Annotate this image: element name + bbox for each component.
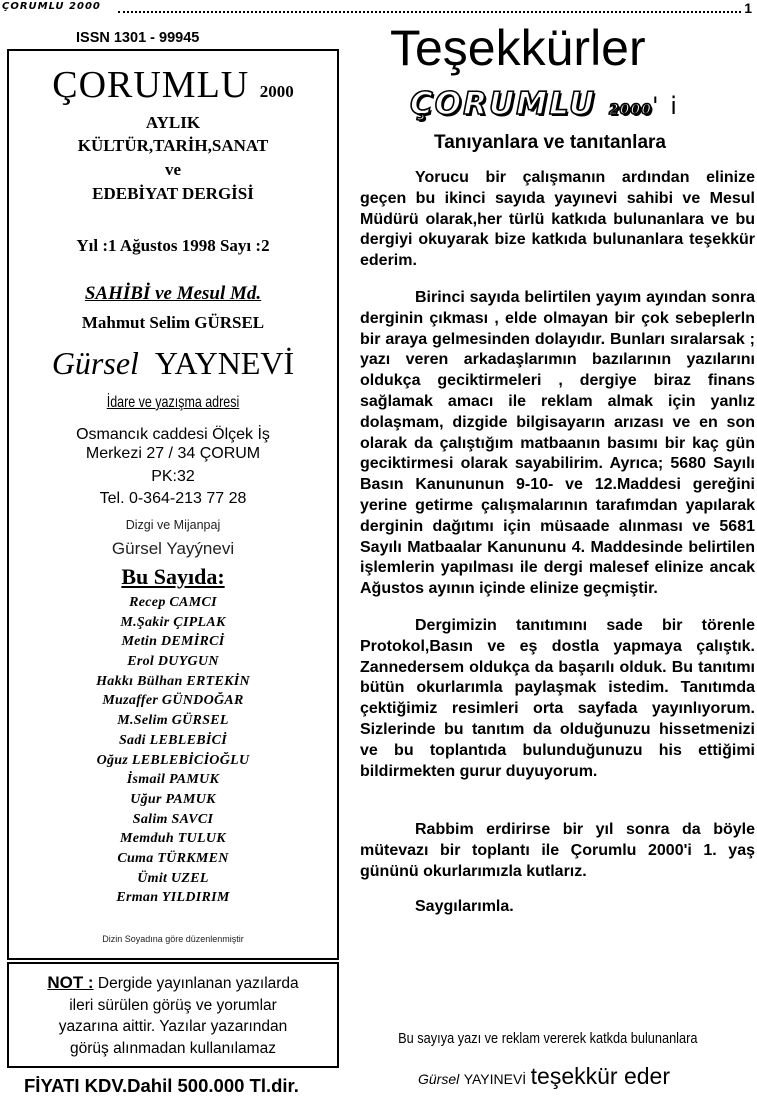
magazine-title-text: ÇORUMLU bbox=[52, 64, 250, 106]
address-line-1: Osmancık caddesi Ölçek İş bbox=[76, 426, 270, 443]
thanks-subtitle: Tanıyanlara ve tanıtanlara bbox=[434, 132, 666, 153]
credits-line-2 bbox=[418, 1063, 738, 1090]
disclaimer-line-3: yazarına aittir. Yazılar yazarından bbox=[58, 1018, 288, 1035]
article-greeting: Saygılarımla. bbox=[415, 897, 514, 915]
owner-name: Mahmut Selim GÜRSEL bbox=[81, 313, 265, 332]
issue-info: Yıl :1 Ağustos 1998 Sayı :2 bbox=[76, 236, 270, 255]
credits-thanks: teşekkür eder bbox=[530, 1063, 671, 1089]
disclaimer-line-1 bbox=[9, 972, 337, 995]
magazine-title-year: 2000 bbox=[259, 82, 294, 101]
contributor-item: Ümit UZEL bbox=[137, 870, 209, 886]
thanks-article bbox=[360, 168, 755, 918]
disclaimer-text-1: Dergide yayınlanan yazılarda bbox=[97, 975, 299, 992]
subtitle-line-4: EDEBİYAT DERGİSİ bbox=[92, 184, 254, 203]
contributor-item: M.Şakir ÇIPLAK bbox=[120, 614, 226, 630]
contributor-item: Uğur PAMUK bbox=[130, 791, 216, 807]
article-paragraph-3: Dergimizin tanıtımını sade bir törenle Protokol,Basın ve eş dostla yapmaya çalıştık. Zannedersem oldukça da başarılı olduk. Bu tanıtımı bütün okurlarımla paylaşmak istedim. Tanıtımda çektiğimiz resimleri orta sayfada yayınlıyorum. Sizlerinde bu tanıtım da olduğunuzu hissetmenizi ve bu toplantıda bulunduğunuzu his ettiğimi bildirmekten gurur duyuyorum. bbox=[360, 616, 755, 780]
article-paragraph-2: Birinci sayıda belirtilen yayım ayından sonra derginin çıkması , elde olmayan bir çok sebeplerln bir araya gelmesinden dolayıdır. Bunları sıralarsak ; yazı veren arkadaşlarımın bazılarının yazılarını oldukça geciktirmeleri , dergiye biraz finans sağlamak amacı ile reklam almak için yanlız dolaşmam, dizgide bilgisayarın arızası ve en son olarak da çalıştığım matbaanın basımı bir kaç gün geciktirmesi olarak sayabilirim. Ayrıca; 5680 Sayılı Basın Kanununun 9-10- ve 12.Maddesi gereğini yerine getirme çalışmalarının tarafımdan yapılarak derginin dağıtımı için müsaade alınması ve 5681 Sayılı Matbaalar Kanununu 4. Maddesinde belirtilen işlemlerin yapılması ile dergi malesef elinize ancak Ağustos ayının içinde elinize geçmiştir. bbox=[360, 288, 755, 598]
price-line: FİYATI KDV.Dahil 500.000 Tl.dir. bbox=[24, 1075, 299, 1096]
address-line-3: PK:32 bbox=[151, 468, 195, 485]
issn-number: ISSN 1301 - 99945 bbox=[76, 30, 200, 46]
typesetting-label: Dizgi ve Mijanpaj bbox=[125, 518, 221, 532]
contributor-item: Muzaffer GÜNDOĞAR bbox=[102, 693, 244, 709]
contributor-item: Hakkı Bülhan ERTEKİN bbox=[96, 673, 250, 689]
contributor-item: Sadi LEBLEBİCİ bbox=[118, 732, 228, 748]
disclaimer-line-4: görüş alınmadan kullanılamaz bbox=[70, 1039, 276, 1057]
thanks-brand-year: 2000 bbox=[609, 102, 652, 118]
subtitle-line-2: KÜLTÜR,TARİH,SANAT bbox=[77, 136, 269, 155]
subtitle-line-1: AYLIK bbox=[145, 113, 201, 132]
address-label-text: İdare ve yazışma adresi bbox=[106, 394, 240, 411]
thanks-brand bbox=[410, 84, 750, 130]
credits-publisher-b: YAYINEVİ bbox=[463, 1071, 527, 1087]
page-number: 1 bbox=[744, 0, 752, 16]
thanks-brand-text: ÇORUMLU bbox=[410, 86, 597, 122]
thanks-brand-suffix: ' i bbox=[652, 92, 679, 120]
disclaimer-label: NOT : bbox=[47, 973, 94, 992]
contributor-item: Oğuz LEBLEBİCİOĞLU bbox=[96, 752, 250, 768]
contributor-item: M.Selim GÜRSEL bbox=[117, 713, 229, 729]
article-paragraph-4: Rabbim erdirirse bir yıl sonra da böyle mütevazı bir toplantı ile Çorumlu 2000'i 1. yaş gününü okurlarımızla kutlarız. bbox=[360, 821, 755, 880]
contributor-item: İsmail PAMUK bbox=[126, 772, 220, 788]
header-dotted-rule bbox=[118, 11, 741, 13]
phone-number: Tel. 0-364-213 77 28 bbox=[99, 490, 247, 507]
address-label bbox=[45, 394, 301, 412]
contributor-item: Erman YILDIRIM bbox=[116, 890, 230, 906]
typesetting-name: Gürsel Yayýnevi bbox=[111, 539, 235, 558]
contributor-item: Erol DUYGUN bbox=[127, 654, 219, 670]
contributor-list bbox=[9, 593, 337, 908]
in-this-issue-heading: Bu Sayıda: bbox=[121, 564, 225, 589]
disclaimer-line-2: ileri sürülen görüş ve yorumlar bbox=[69, 996, 277, 1014]
credits-publisher-a: Gürsel bbox=[418, 1071, 460, 1087]
header-logo: ÇORUMLU 2000 bbox=[2, 1, 101, 12]
thanks-title: Teşekkürler bbox=[390, 20, 646, 76]
address-line-2: Merkezi 27 / 34 ÇORUM bbox=[85, 445, 261, 462]
publisher-name bbox=[9, 345, 337, 382]
masthead-box bbox=[7, 49, 339, 960]
contributor-item: Recep CAMCI bbox=[129, 595, 217, 610]
publisher-name-first: Gürsel bbox=[51, 345, 139, 381]
subtitle-line-3: ve bbox=[164, 160, 182, 179]
contributor-item: Memduh TULUK bbox=[120, 831, 226, 847]
contributor-item: Cuma TÜRKMEN bbox=[117, 850, 229, 866]
credits-line-1: Bu sayıya yazı ve reklam vererek katkda bulunanlara bbox=[398, 1031, 698, 1047]
publisher-name-second: YAYNEVİ bbox=[154, 345, 295, 381]
contributor-item: Salim SAVCI bbox=[132, 811, 214, 827]
index-note: Dizin Soyadına göre düzenlenmiştir bbox=[102, 934, 244, 944]
article-paragraph-1: Yorucu bir çalışmanın ardından elinize geçen bu ikinci sayıda yayınevi sahibi ve Mesul Müdürü olarak,her türlü katkıda bulunanlara ve bu dergiyi okuyarak bize katkıda bulunanlara teşekkür ederim. bbox=[360, 169, 755, 270]
owner-label: SAHİBİ ve Mesul Md. bbox=[84, 283, 262, 304]
running-header bbox=[0, 0, 757, 18]
contributor-item: Metin DEMİRCİ bbox=[121, 634, 225, 650]
disclaimer-box bbox=[7, 962, 339, 1068]
magazine-title bbox=[9, 63, 337, 107]
